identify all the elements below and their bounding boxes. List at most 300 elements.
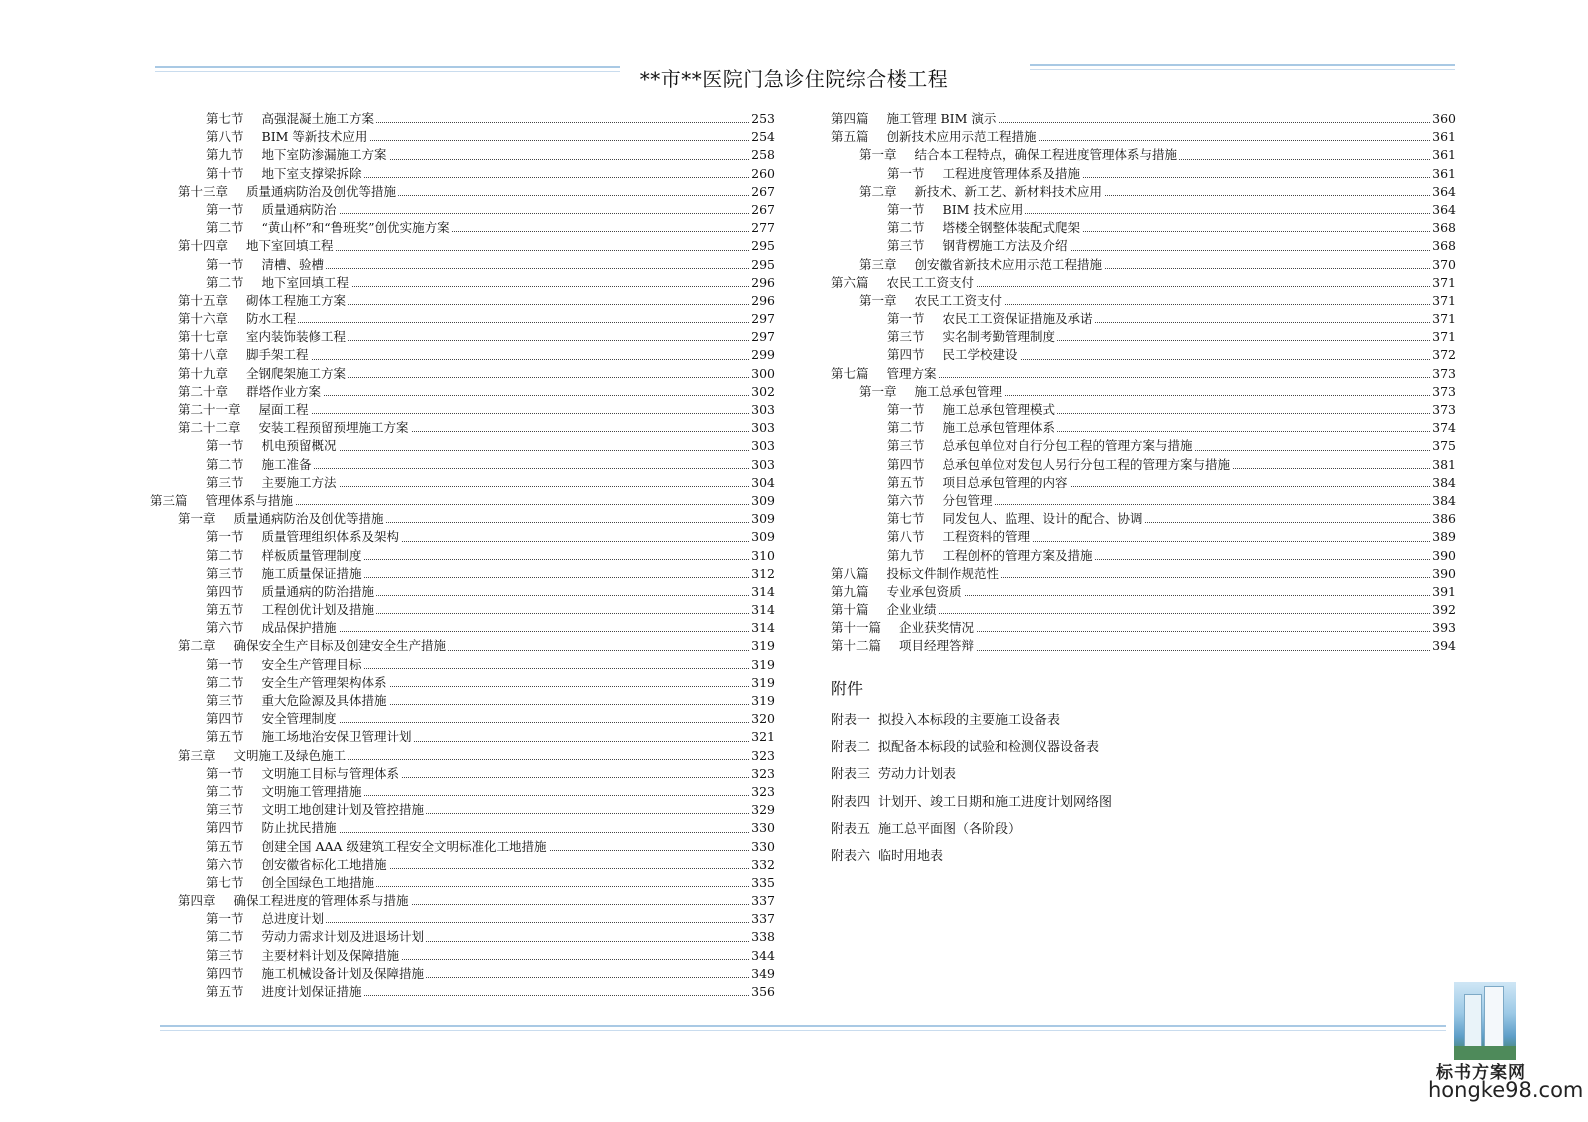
toc-page-number: 330 <box>749 838 775 856</box>
toc-page-number: 338 <box>749 928 775 946</box>
toc-entry[interactable] <box>150 783 775 801</box>
toc-entry[interactable] <box>150 728 775 746</box>
appendix-item[interactable] <box>831 818 1021 837</box>
toc-entry-heading <box>206 111 376 126</box>
toc-entry[interactable] <box>150 983 775 1001</box>
toc-entry[interactable] <box>831 165 1456 183</box>
toc-entry-number: 第四篇 <box>831 111 869 126</box>
toc-entry-number: 第十五章 <box>178 292 229 308</box>
toc-entry-title: 确保工程进度的管理体系与措施 <box>233 893 409 909</box>
watermark-url: hongke98.com <box>1428 1078 1584 1102</box>
toc-entry-title: 企业获奖情况 <box>899 620 975 636</box>
toc-entry[interactable] <box>831 274 1456 292</box>
toc-entry-number: 第六节 <box>887 492 925 508</box>
toc-entry-title: 工程进度管理体系及措施 <box>942 165 1081 181</box>
toc-entry-number: 第四节 <box>206 965 244 981</box>
toc-page-number: 373 <box>1430 401 1456 419</box>
toc-entry-heading <box>859 257 1104 272</box>
appendix-item-title: 计划开、竣工日期和施工进度计划网络图 <box>878 794 1113 810</box>
toc-entry-heading <box>859 147 1179 162</box>
toc-entry-number: 第四章 <box>178 893 216 909</box>
toc-page-number: 392 <box>1430 601 1456 619</box>
toc-entry[interactable] <box>150 947 775 965</box>
toc-entry[interactable] <box>831 401 1456 419</box>
toc-entry-heading <box>206 766 401 781</box>
toc-entry[interactable] <box>150 310 775 328</box>
toc-entry-number: 第十六章 <box>178 311 229 327</box>
toc-entry-heading <box>887 402 1057 417</box>
toc-entry-heading <box>887 420 1057 435</box>
toc-entry-title: 施工场地治安保卫管理计划 <box>261 729 412 745</box>
toc-page-number: 361 <box>1430 165 1456 183</box>
toc-entry[interactable] <box>150 565 775 583</box>
toc-entry[interactable] <box>150 346 775 364</box>
toc-entry-title: 创安徽省标化工地措施 <box>261 856 387 872</box>
toc-entry[interactable] <box>150 292 775 310</box>
toc-entry-number: 第十七章 <box>178 329 229 345</box>
appendix-heading: 附件 <box>831 679 864 698</box>
toc-entry-title: 安装工程预留预埋施工方案 <box>258 420 409 436</box>
toc-entry-heading <box>206 784 364 799</box>
toc-entry[interactable] <box>150 965 775 983</box>
toc-entry-heading <box>887 347 1020 362</box>
toc-entry-title: 施工机械设备计划及保障措施 <box>261 965 425 981</box>
toc-entry-number: 第一节 <box>206 911 244 927</box>
toc-entry-heading <box>178 893 411 908</box>
toc-entry[interactable] <box>150 656 775 674</box>
toc-page-number: 329 <box>749 801 775 819</box>
toc-entry[interactable] <box>831 110 1456 128</box>
toc-entry-heading <box>887 529 1032 544</box>
toc-page-number: 349 <box>749 965 775 983</box>
toc-entry-number: 第四节 <box>206 583 244 599</box>
toc-entry-title: 总进度计划 <box>261 911 325 927</box>
toc-page-number: 303 <box>749 419 775 437</box>
toc-entry[interactable] <box>150 928 775 946</box>
toc-entry[interactable] <box>831 128 1456 146</box>
toc-entry-number: 第一节 <box>887 402 925 417</box>
toc-entry[interactable] <box>150 619 775 637</box>
toc-entry[interactable] <box>150 274 775 292</box>
toc-entry[interactable] <box>150 256 775 274</box>
toc-entry-title: 质量管理组织体系及架构 <box>261 529 400 545</box>
appendix-item[interactable] <box>831 709 1060 728</box>
toc-entry[interactable] <box>150 237 775 255</box>
toc-entry-title: 文明施工管理措施 <box>261 783 362 799</box>
toc-entry-heading <box>206 657 364 672</box>
toc-entry-number: 第一节 <box>887 311 925 327</box>
toc-entry[interactable] <box>150 419 775 437</box>
toc-entry-number: 第一节 <box>206 765 244 781</box>
toc-entry[interactable] <box>831 456 1456 474</box>
toc-entry-heading <box>178 420 411 435</box>
toc-entry-number: 第一节 <box>206 256 244 272</box>
toc-entry[interactable] <box>150 674 775 692</box>
toc-page-number: 267 <box>749 183 775 201</box>
toc-entry-number: 第一节 <box>206 656 244 672</box>
toc-entry-heading <box>178 748 348 763</box>
toc-entry-number: 第十三章 <box>178 183 229 199</box>
toc-entry-heading <box>206 147 389 162</box>
toc-entry-heading <box>831 129 1039 144</box>
toc-entry[interactable] <box>831 419 1456 437</box>
toc-page-number: 314 <box>749 601 775 619</box>
toc-entry-title: 投标文件制作规范性 <box>886 565 1000 581</box>
toc-entry-title: 砌体工程施工方案 <box>246 292 347 308</box>
appendix-item-title: 施工总平面图（各阶段） <box>878 821 1022 837</box>
toc-entry-number: 第二节 <box>206 220 244 236</box>
toc-entry-title: 施工总承包管理模式 <box>942 402 1056 417</box>
toc-entry[interactable] <box>150 510 775 528</box>
toc-entry-number: 第二节 <box>206 783 244 799</box>
toc-entry-title: 管理体系与措施 <box>205 492 294 508</box>
toc-entry[interactable] <box>150 838 775 856</box>
toc-entry-heading <box>206 693 389 708</box>
toc-entry-number: 第五节 <box>887 474 925 490</box>
toc-page-number: 320 <box>749 710 775 728</box>
toc-page-number: 371 <box>1430 328 1456 346</box>
toc-page-number: 364 <box>1430 183 1456 201</box>
toc-entry-number: 第一章 <box>859 292 897 308</box>
toc-entry-number: 第三章 <box>859 256 897 272</box>
toc-entry-number: 第三节 <box>206 802 244 818</box>
toc-page-number: 304 <box>749 474 775 492</box>
toc-entry-title: 机电预留概况 <box>261 438 337 454</box>
toc-entry[interactable] <box>831 237 1456 255</box>
toc-entry-title: 地下室回填工程 <box>246 238 334 254</box>
toc-entry[interactable] <box>150 401 775 419</box>
toc-entry[interactable] <box>150 801 775 819</box>
toc-page-number: 361 <box>1430 146 1456 164</box>
toc-entry-heading <box>887 238 1070 253</box>
toc-entry-title: 屋面工程 <box>258 402 309 417</box>
toc-page-number: 373 <box>1430 365 1456 383</box>
toc-entry-number: 第三节 <box>887 438 925 454</box>
toc-entry-heading <box>206 820 339 835</box>
toc-entry[interactable] <box>831 547 1456 565</box>
site-logo <box>1454 982 1516 1060</box>
toc-entry-title: 同发包人、监理、设计的配合、协调 <box>942 511 1143 527</box>
toc-entry[interactable] <box>150 328 775 346</box>
toc-entry-number: 第五节 <box>206 729 244 745</box>
toc-entry-number: 第三篇 <box>150 492 188 508</box>
toc-entry-title: 分包管理 <box>942 492 993 508</box>
toc-entry-number: 第三节 <box>887 329 925 345</box>
toc-entry[interactable] <box>150 474 775 492</box>
toc-entry[interactable] <box>831 219 1456 237</box>
toc-entry-heading <box>887 548 1095 563</box>
toc-entry[interactable] <box>831 365 1456 383</box>
toc-entry-title: 安全管理制度 <box>261 711 337 727</box>
toc-entry[interactable] <box>150 437 775 455</box>
toc-entry-title: 地下室支撑梁拆除 <box>261 165 362 181</box>
toc-entry-heading <box>206 475 339 490</box>
toc-entry-heading <box>178 366 348 381</box>
toc-entry-heading <box>831 566 1001 581</box>
toc-entry-heading <box>887 438 1195 453</box>
toc-entry-number: 第九篇 <box>831 583 869 599</box>
toc-entry[interactable] <box>150 365 775 383</box>
toc-entry-title: 全钢爬架施工方案 <box>246 365 347 381</box>
toc-entry-heading <box>178 329 348 344</box>
toc-page-number: 371 <box>1430 292 1456 310</box>
toc-page-number: 253 <box>749 110 775 128</box>
toc-entry-heading <box>206 257 326 272</box>
toc-entry-title: 农民工工资保证措施及承诺 <box>942 311 1093 327</box>
toc-entry-heading <box>887 493 995 508</box>
appendix-item[interactable] <box>831 763 956 782</box>
toc-entry-heading <box>178 384 323 399</box>
toc-entry-heading <box>150 493 295 508</box>
toc-page-number: 391 <box>1430 583 1456 601</box>
toc-page-number: 319 <box>749 674 775 692</box>
toc-entry-heading <box>887 311 1095 326</box>
toc-entry[interactable] <box>831 201 1456 219</box>
toc-entry[interactable] <box>150 747 775 765</box>
toc-entry[interactable] <box>150 110 775 128</box>
toc-entry-title: 创新技术应用示范工程措施 <box>886 129 1037 145</box>
toc-entry-number: 第五节 <box>206 838 244 854</box>
toc-page-number: 337 <box>749 892 775 910</box>
toc-page-number: 258 <box>749 146 775 164</box>
toc-page-number: 390 <box>1430 565 1456 583</box>
toc-entry-number: 第一章 <box>859 147 897 163</box>
toc-entry-heading <box>887 202 1025 217</box>
toc-entry[interactable] <box>150 383 775 401</box>
toc-entry-number: 第四节 <box>206 820 244 836</box>
toc-entry-title: 安全生产管理目标 <box>261 656 362 672</box>
toc-page-number: 390 <box>1430 547 1456 565</box>
toc-entry-heading <box>206 620 339 635</box>
toc-entry-heading <box>206 529 401 544</box>
toc-entry-number: 第七节 <box>206 111 244 126</box>
toc-entry-heading <box>178 511 386 526</box>
toc-entry[interactable] <box>150 583 775 601</box>
toc-entry[interactable] <box>150 910 775 928</box>
toc-entry-title: 企业业绩 <box>886 602 937 618</box>
appendix-item-title: 临时用地表 <box>878 849 944 864</box>
toc-page-number: 314 <box>749 583 775 601</box>
toc-entry-number: 第十二篇 <box>831 638 882 654</box>
toc-entry-number: 第二节 <box>206 547 244 563</box>
toc-entry-title: 工程创杯的管理方案及措施 <box>942 547 1093 563</box>
toc-left-column <box>150 110 775 1001</box>
toc-entry-number: 第十篇 <box>831 602 869 618</box>
toc-entry[interactable] <box>150 637 775 655</box>
toc-entry-heading <box>887 511 1145 526</box>
toc-page-number: 368 <box>1430 219 1456 237</box>
toc-entry-title: 塔楼全钢整体装配式爬架 <box>942 220 1081 236</box>
toc-entry-number: 第十四章 <box>178 238 229 254</box>
toc-entry[interactable] <box>150 201 775 219</box>
toc-page-number: 356 <box>749 983 775 1001</box>
appendix-item-number: 附表五 <box>831 821 871 837</box>
toc-page-number: 267 <box>749 201 775 219</box>
appendix-item[interactable] <box>831 736 1099 755</box>
toc-entry[interactable] <box>150 547 775 565</box>
toc-page-number: 330 <box>749 819 775 837</box>
toc-entry[interactable] <box>150 183 775 201</box>
toc-entry-heading <box>831 620 976 635</box>
toc-entry[interactable] <box>831 292 1456 310</box>
toc-entry-title: 地下室回填工程 <box>261 274 350 290</box>
toc-entry[interactable] <box>150 456 775 474</box>
toc-entry-heading <box>206 675 389 690</box>
toc-entry-heading <box>206 602 376 617</box>
toc-entry-number: 第一章 <box>178 511 216 527</box>
toc-entry[interactable] <box>150 874 775 892</box>
appendix-item-number: 附表一 <box>831 713 871 728</box>
toc-entry[interactable] <box>831 346 1456 364</box>
watermark-chinese: 标书方案网 <box>1436 1063 1526 1083</box>
toc-entry-number: 第六篇 <box>831 274 869 290</box>
toc-entry[interactable] <box>831 619 1456 637</box>
toc-entry-title: 主要施工方法 <box>261 474 337 490</box>
toc-entry-title: 工程创优计划及措施 <box>261 602 375 618</box>
toc-page-number: 384 <box>1430 492 1456 510</box>
toc-entry-title: 施工质量保证措施 <box>261 565 362 581</box>
toc-entry-title: 清槽、验槽 <box>261 256 325 272</box>
toc-page-number: 337 <box>749 910 775 928</box>
toc-entry-heading <box>206 911 326 926</box>
toc-entry-number: 第二章 <box>859 183 897 199</box>
toc-entry[interactable] <box>150 492 775 510</box>
toc-page-number: 371 <box>1430 310 1456 328</box>
toc-entry[interactable] <box>831 310 1456 328</box>
toc-entry-heading <box>206 548 364 563</box>
toc-entry[interactable] <box>831 528 1456 546</box>
toc-entry-title: 防水工程 <box>246 311 297 327</box>
toc-entry-title: BIM 等新技术应用 <box>261 129 368 145</box>
toc-entry-heading <box>831 602 939 617</box>
toc-entry[interactable] <box>150 692 775 710</box>
toc-entry-heading <box>887 329 1057 344</box>
toc-entry-title: 钢背楞施工方法及介绍 <box>942 238 1068 254</box>
toc-entry[interactable] <box>150 892 775 910</box>
toc-page-number: 297 <box>749 310 775 328</box>
toc-page-number: 323 <box>749 783 775 801</box>
toc-page-number: 335 <box>749 874 775 892</box>
toc-entry-number: 第四节 <box>887 347 925 363</box>
toc-entry-heading <box>206 875 376 890</box>
toc-entry[interactable] <box>831 328 1456 346</box>
toc-page-number: 323 <box>749 747 775 765</box>
toc-entry-number: 第十节 <box>206 165 244 181</box>
toc-entry-heading <box>831 584 964 599</box>
toc-entry[interactable] <box>150 819 775 837</box>
appendix-item[interactable] <box>831 791 1112 810</box>
toc-entry[interactable] <box>831 383 1456 401</box>
toc-entry[interactable] <box>831 474 1456 492</box>
toc-entry-title: 脚手架工程 <box>246 347 309 363</box>
toc-right-column <box>831 110 1456 656</box>
toc-entry[interactable] <box>831 256 1456 274</box>
toc-entry-heading <box>831 275 976 290</box>
toc-entry-number: 第六节 <box>206 620 244 636</box>
toc-entry[interactable] <box>150 128 775 146</box>
toc-entry-number: 第九节 <box>887 547 925 563</box>
toc-page-number: 319 <box>749 637 775 655</box>
toc-page-number: 309 <box>749 528 775 546</box>
toc-entry[interactable] <box>831 565 1456 583</box>
toc-entry[interactable] <box>831 601 1456 619</box>
toc-entry-heading <box>206 966 426 981</box>
toc-entry-number: 第五节 <box>206 602 244 618</box>
toc-entry-title: 安全生产管理架构体系 <box>261 674 387 690</box>
toc-entry[interactable] <box>150 165 775 183</box>
toc-entry-heading <box>206 839 549 854</box>
appendix-item[interactable] <box>831 845 943 864</box>
toc-entry[interactable] <box>831 510 1456 528</box>
toc-entry-title: 项目经理答辩 <box>899 638 975 654</box>
toc-entry[interactable] <box>831 146 1456 164</box>
toc-entry[interactable] <box>831 637 1456 655</box>
toc-entry-heading <box>178 638 448 653</box>
toc-entry-title: 主要材料计划及保障措施 <box>261 947 400 963</box>
appendix-item-number: 附表四 <box>831 794 871 810</box>
toc-entry[interactable] <box>150 856 775 874</box>
toc-entry[interactable] <box>150 528 775 546</box>
toc-entry-heading <box>887 457 1232 472</box>
toc-entry-number: 第七节 <box>887 511 925 527</box>
toc-entry-heading <box>887 166 1082 181</box>
toc-page-number: 254 <box>749 128 775 146</box>
toc-page-number: 296 <box>749 292 775 310</box>
toc-entry-number: 第三节 <box>206 474 244 490</box>
toc-entry[interactable] <box>150 710 775 728</box>
toc-page-number: 384 <box>1430 474 1456 492</box>
toc-entry-title: 总承包单位对发包人另行分包工程的管理方案与措施 <box>942 456 1231 472</box>
toc-entry-title: 创建全国 AAA 级建筑工程安全文明标准化工地措施 <box>261 838 547 854</box>
toc-entry-title: 工程资料的管理 <box>942 529 1031 545</box>
toc-entry-heading <box>178 347 311 362</box>
toc-entry[interactable] <box>150 219 775 237</box>
toc-entry[interactable] <box>831 437 1456 455</box>
toc-entry[interactable] <box>831 183 1456 201</box>
toc-entry[interactable] <box>150 765 775 783</box>
toc-entry-title: 创安徽省新技术应用示范工程措施 <box>914 256 1103 272</box>
appendix-item-title: 劳动力计划表 <box>878 767 957 783</box>
toc-entry-heading <box>859 184 1104 199</box>
toc-entry-heading <box>206 948 401 963</box>
toc-entry-title: 施工准备 <box>261 456 312 472</box>
toc-entry-number: 第二章 <box>178 638 216 654</box>
toc-entry-number: 第八节 <box>887 529 925 545</box>
toc-entry-title: 农民工工资支付 <box>914 292 1003 308</box>
toc-page-number: 314 <box>749 619 775 637</box>
toc-entry-heading <box>206 202 339 217</box>
toc-page-number: 375 <box>1430 437 1456 455</box>
toc-entry-number: 第五节 <box>206 984 244 999</box>
toc-entry-title: “黄山杯”和“鲁班奖”创优实施方案 <box>261 220 450 236</box>
toc-entry[interactable] <box>150 601 775 619</box>
toc-page-number: 374 <box>1430 419 1456 437</box>
toc-entry[interactable] <box>150 146 775 164</box>
toc-entry-number: 第五篇 <box>831 129 869 145</box>
toc-entry-heading <box>206 711 339 726</box>
toc-entry-heading <box>206 729 414 744</box>
toc-page-number: 364 <box>1430 201 1456 219</box>
toc-entry-heading <box>206 566 364 581</box>
document-title: **市**医院门急诊住院综合楼工程 <box>639 67 949 91</box>
toc-entry[interactable] <box>831 583 1456 601</box>
toc-entry-title: 民工学校建设 <box>942 347 1018 363</box>
toc-entry[interactable] <box>831 492 1456 510</box>
toc-page-number: 303 <box>749 437 775 455</box>
toc-page-number: 368 <box>1430 237 1456 255</box>
toc-page-number: 393 <box>1430 619 1456 637</box>
appendix-item-number: 附表二 <box>831 740 871 756</box>
